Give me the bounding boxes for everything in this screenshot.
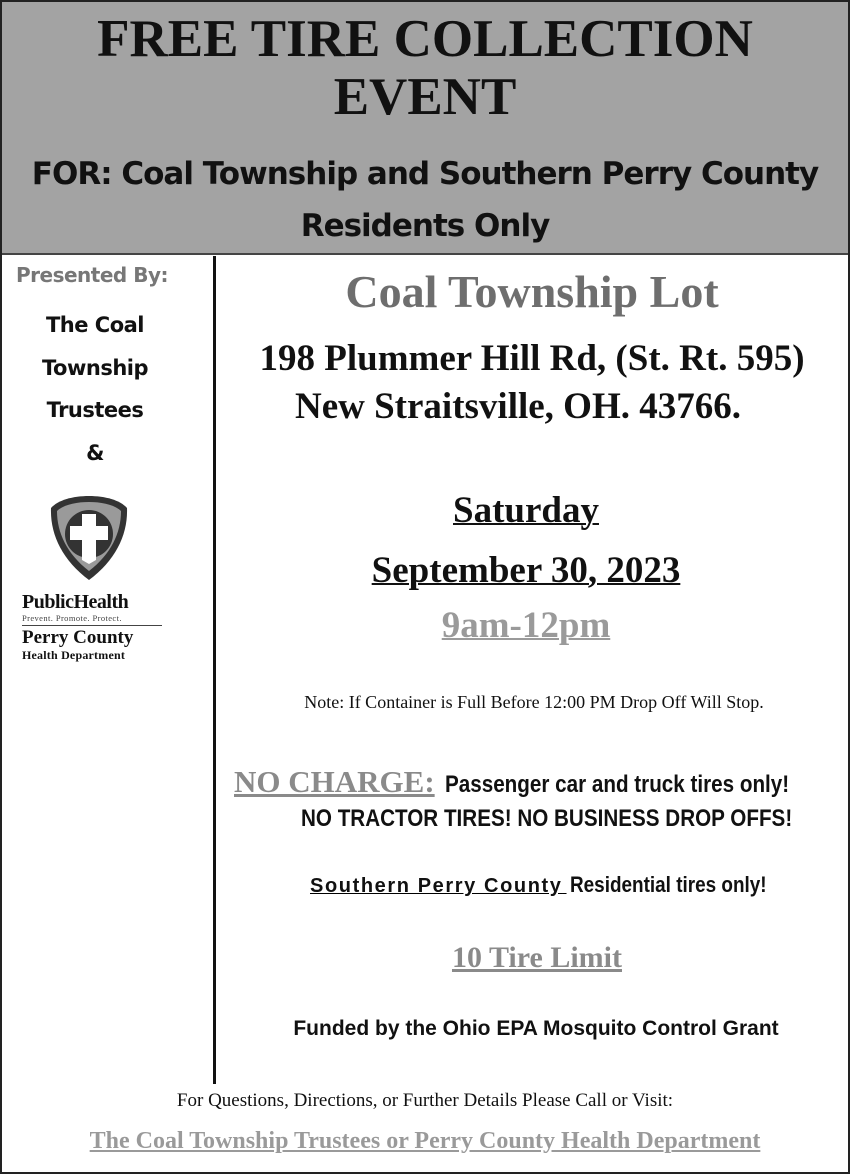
eligibility-subtitle [2,148,848,252]
residential-row [310,872,798,898]
eligibility-line-2: Residents Only [300,208,550,244]
logo-department: Health Department [22,648,126,662]
footer-contacts: The Coal Township Trustees or Perry County Health Department [89,1128,761,1154]
restriction-row [301,805,850,833]
address-line-2: New Straitsville, OH. 43766. [294,386,741,427]
health-shield-cross-icon [48,494,130,582]
location-name: Coal Township Lot [345,266,719,317]
eligibility-line-1: FOR: Coal Township and Southern Perry County [31,156,819,192]
tire-limit: 10 Tire Limit [451,941,622,974]
footer-question: For Questions, Directions, or Further Details Please Call or Visit: [176,1090,674,1111]
restriction-text: NO TRACTOR TIRES! NO BUSINESS DROP OFFS! [301,805,793,832]
trustees-line-3: Trustees [46,398,144,422]
public-health-logo [22,591,162,662]
column-divider [213,256,216,1084]
header-banner [2,2,848,255]
logo-county: Perry County [22,627,134,648]
no-charge-text: Passenger car and truck tires only! [444,771,789,798]
logo-tagline: Prevent. Promote. Protect. [22,613,162,626]
event-title [2,10,848,126]
presented-by-label: Presented By: [16,263,168,287]
event-date: September 30, 2023 [371,550,681,591]
event-title-line-1: FREE TIRE COLLECTION [97,10,753,68]
event-title-line-2: EVENT [333,68,517,126]
no-charge-label: NO CHARGE: [234,764,435,799]
ampersand: & [86,441,104,465]
address-line-1: 198 Plummer Hill Rd, (St. Rt. 595) [259,338,805,379]
event-time: 9am-12pm [441,605,611,646]
container-note: Note: If Container is Full Before 12:00 PM Drop Off Will Stop. [304,692,764,712]
trustees-line-2: Township [42,356,148,380]
event-day: Saturday [453,490,599,531]
funding-statement: Funded by the Ohio EPA Mosquito Control Grant [293,1017,779,1040]
residential-text: Residential tires only! [569,872,767,897]
no-charge-row [234,764,845,800]
logo-name: PublicHealth [22,591,129,613]
trustees-line-1: The Coal [45,313,145,337]
residential-area: Southern Perry County [310,875,563,897]
